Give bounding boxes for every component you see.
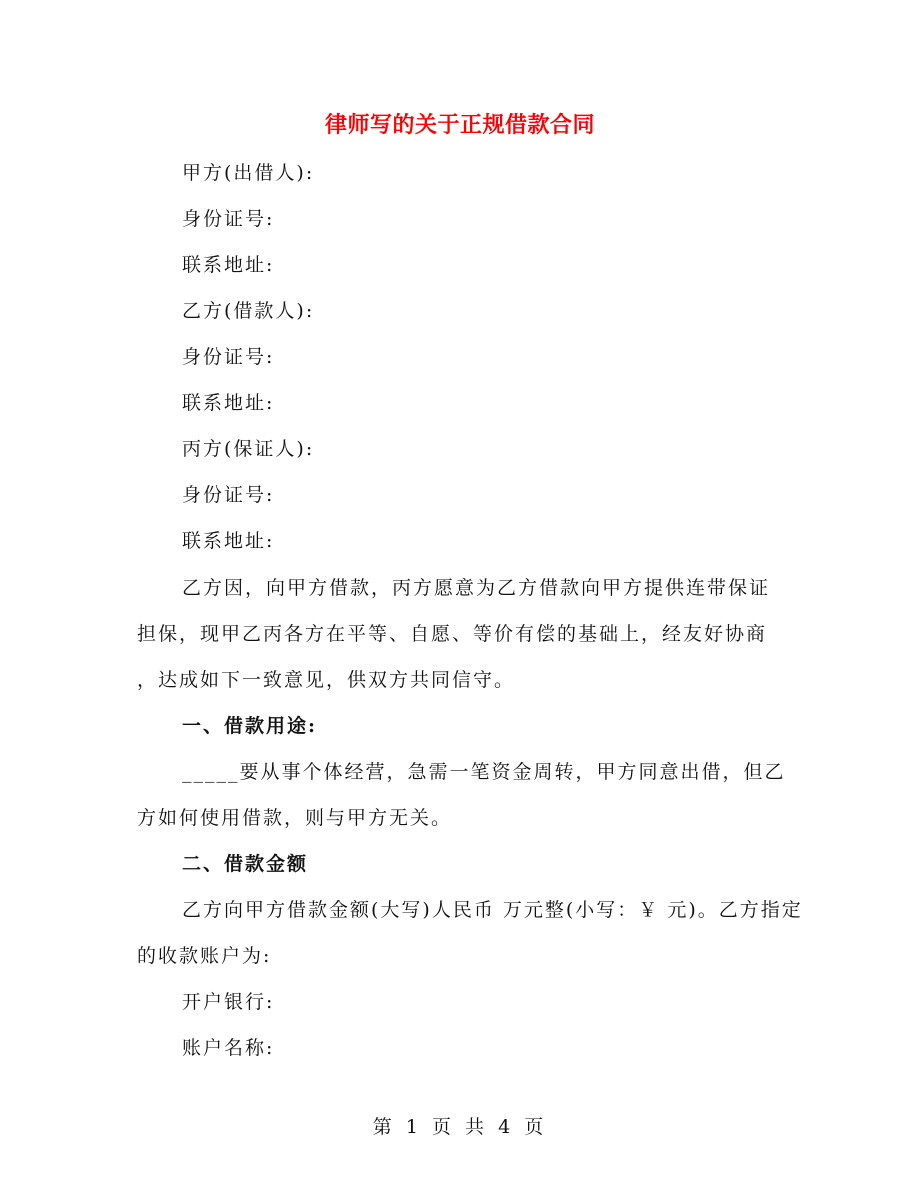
party-b-label: 乙方(借款人):	[182, 300, 315, 322]
account-name-label: 账户名称:	[182, 1037, 275, 1059]
purpose-line-2: 方如何使用借款，则与甲方无关。	[137, 807, 453, 829]
footer-middle: 页 共	[431, 1116, 489, 1138]
footer-prefix: 第	[372, 1116, 396, 1138]
footer-page-number: 1	[405, 1116, 422, 1138]
footer-suffix: 页	[524, 1116, 548, 1138]
party-c-address-label: 联系地址:	[182, 530, 275, 552]
party-c-label: 丙方(保证人):	[182, 438, 315, 460]
party-b-id-label: 身份证号:	[182, 346, 275, 368]
preamble-line-1: 乙方因，向甲方借款，丙方愿意为乙方借款向甲方提供连带保证	[182, 577, 771, 599]
amount-line-2: 的收款账户为:	[137, 945, 272, 967]
preamble-line-2: 担保，现甲乙丙各方在平等、自愿、等价有偿的基础上，经友好协商	[137, 623, 768, 645]
party-a-address-label: 联系地址:	[182, 254, 275, 276]
party-a-id-label: 身份证号:	[182, 208, 275, 230]
bank-label: 开户银行:	[182, 991, 275, 1013]
section-heading-purpose: 一、借款用途:	[182, 715, 318, 737]
party-b-address-label: 联系地址:	[182, 392, 275, 414]
section-heading-amount: 二、借款金额	[182, 853, 309, 875]
party-c-id-label: 身份证号:	[182, 484, 275, 506]
party-a-label: 甲方(出借人):	[182, 162, 315, 184]
document-title: 律师写的关于正规借款合同	[324, 112, 595, 138]
amount-line-1: 乙方向甲方借款金额(大写)人民币 万元整(小写：￥ 元)。乙方指定	[182, 899, 803, 921]
preamble-line-3: ，达成如下一致意见，供双方共同信守。	[137, 669, 516, 691]
page-footer	[0, 1112, 920, 1139]
purpose-line-1: _____要从事个体经营，急需一笔资金周转，甲方同意出借，但乙	[182, 761, 786, 783]
footer-total-pages: 4	[498, 1116, 515, 1138]
